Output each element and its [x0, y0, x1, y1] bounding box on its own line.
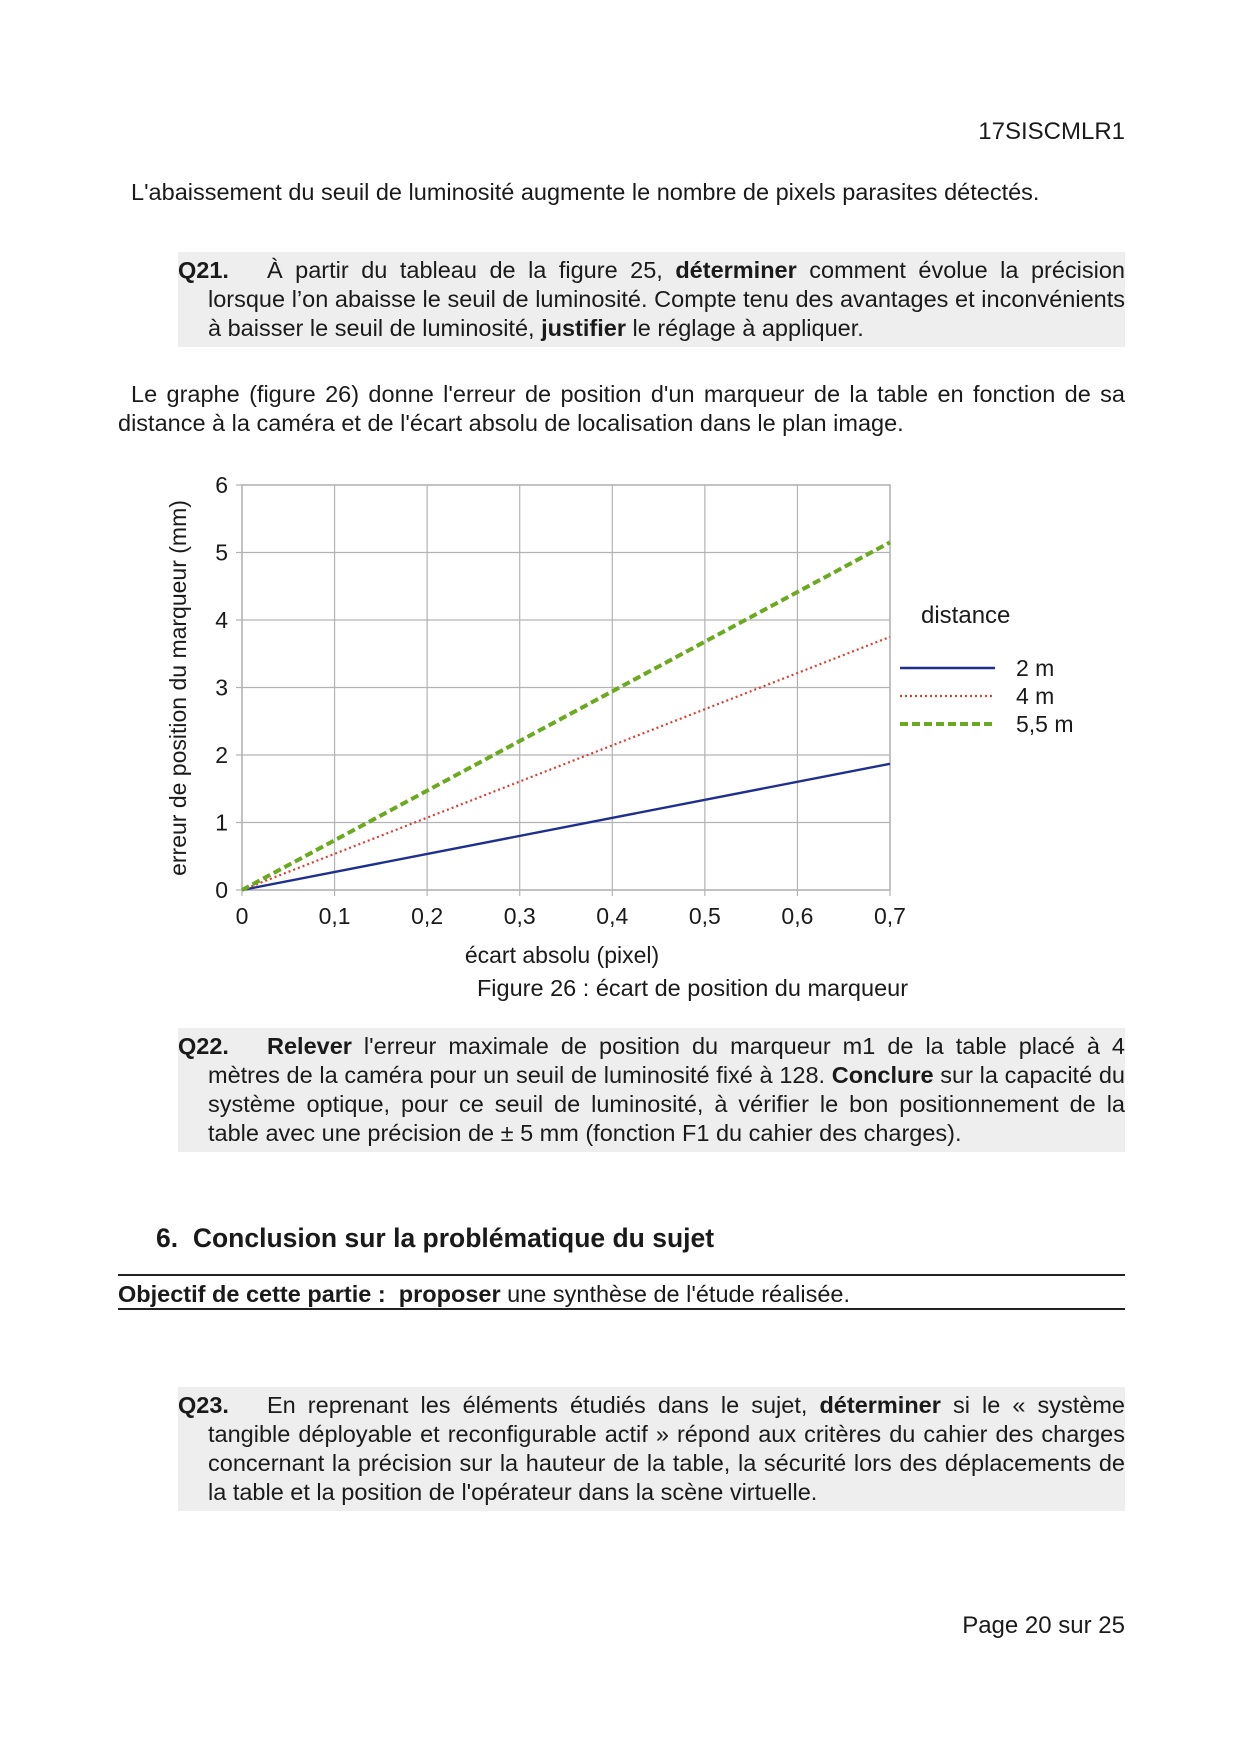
graph-intro-text: Le graphe (figure 26) donne l'erreur de position d'un marqueur de la table en fonction de sa distance à la caméra et de l'écart absolu de localisation dans le plan image. — [118, 381, 1125, 436]
x-tick-label: 0,3 — [503, 903, 536, 929]
y-tick-label: 1 — [215, 809, 228, 836]
x-tick-label: 0,1 — [318, 903, 351, 929]
section-title — [156, 1223, 714, 1254]
objective-label: Objectif de cette partie : — [118, 1281, 386, 1307]
objective-verb: proposer — [398, 1281, 501, 1307]
series-line-2 — [242, 542, 890, 890]
q21-number: Q21. — [178, 257, 229, 283]
series-line-1 — [242, 637, 890, 890]
figure-caption: Figure 26 : écart de position du marqueur — [476, 975, 909, 1001]
y-tick-label: 4 — [215, 607, 228, 633]
objective-text: une synthèse de l'étude réalisée. — [500, 1281, 851, 1307]
y-tick-label: 5 — [215, 539, 228, 566]
y-tick-label: 3 — [215, 674, 228, 701]
document-code: 17SISCMLR1 — [978, 118, 1125, 145]
series-line-0 — [242, 764, 890, 890]
q21-text-2: comment évolue la précision lorsque l’on abaisse le seuil de luminosité. Compte tenu des avantages et inconvénients à baisser le seuil de luminosité, — [208, 257, 1125, 341]
q22-text-1: l'erreur maximale de position du marqueur m1 de la table placé à 4 mètres de la caméra pour un seuil de luminosité fixé à 128. — [208, 1033, 1125, 1088]
section-number: 6. — [156, 1223, 179, 1253]
y-tick-label: 0 — [215, 877, 228, 903]
q21-text-1: À partir du tableau de la figure 25, — [267, 257, 676, 283]
y-tick-labels — [215, 472, 228, 903]
q23-text-1: En reprenant les éléments étudiés dans le sujet, — [267, 1392, 820, 1418]
objective-bar — [118, 1274, 1125, 1310]
y-tick-label: 6 — [215, 472, 228, 498]
q23-number: Q23. — [178, 1392, 229, 1418]
legend-label-0: 2 m — [1016, 655, 1055, 681]
x-axis-label: écart absolu (pixel) — [464, 942, 660, 968]
q22-number: Q22. — [178, 1033, 229, 1059]
y-axis-label: erreur de position du marqueur (mm) — [165, 500, 191, 876]
legend-label-1: 4 m — [1016, 683, 1055, 709]
x-tick-label: 0 — [235, 903, 249, 929]
question-q21 — [178, 252, 1125, 347]
q23-text-2: si le « système tangible déployable et reconfigurable actif » répond aux critères du cahier des charges concernant la précision sur la hauteur de la table, la sécurité lors des déplacements de la table et la position de l'opérateur dans la scène virtuelle. — [208, 1392, 1125, 1505]
q22-bold-2: Conclure — [831, 1062, 934, 1088]
page-number: Page 20 sur 25 — [962, 1612, 1125, 1639]
legend-title: distance — [921, 602, 1011, 629]
y-tick-label: 2 — [215, 742, 228, 768]
chart-series — [242, 542, 890, 890]
q23-bold-1: déterminer — [819, 1392, 941, 1418]
question-q23 — [178, 1387, 1125, 1511]
question-q22 — [178, 1028, 1125, 1152]
q22-bold-1: Relever — [267, 1033, 352, 1059]
x-tick-label: 0,2 — [411, 903, 444, 929]
x-tick-label: 0,5 — [688, 903, 721, 929]
x-tick-label: 0,7 — [874, 903, 906, 929]
legend-label-2: 5,5 m — [1016, 711, 1074, 737]
q21-bold-1: déterminer — [675, 257, 797, 283]
x-tick-labels — [236, 903, 906, 929]
section-heading: Conclusion sur la problématique du sujet — [192, 1223, 715, 1253]
intro-text: L'abaissement du seuil de luminosité augmente le nombre de pixels parasites détectés. — [131, 179, 1040, 205]
x-tick-label: 0,6 — [781, 903, 814, 929]
q21-bold-2: justifier — [541, 315, 626, 341]
chart-grid — [236, 485, 890, 896]
chart-legend — [900, 655, 1074, 737]
q22-text-2: sur la capacité du système optique, pour ce seuil de luminosité, à vérifier le bon positionnement de la table avec une précision de ± 5 mm (fonction F1 du cahier des charges). — [208, 1062, 1125, 1146]
x-tick-label: 0,4 — [596, 903, 629, 929]
q21-text-3: le réglage à appliquer. — [625, 315, 864, 341]
figure-26-chart — [0, 460, 1240, 980]
